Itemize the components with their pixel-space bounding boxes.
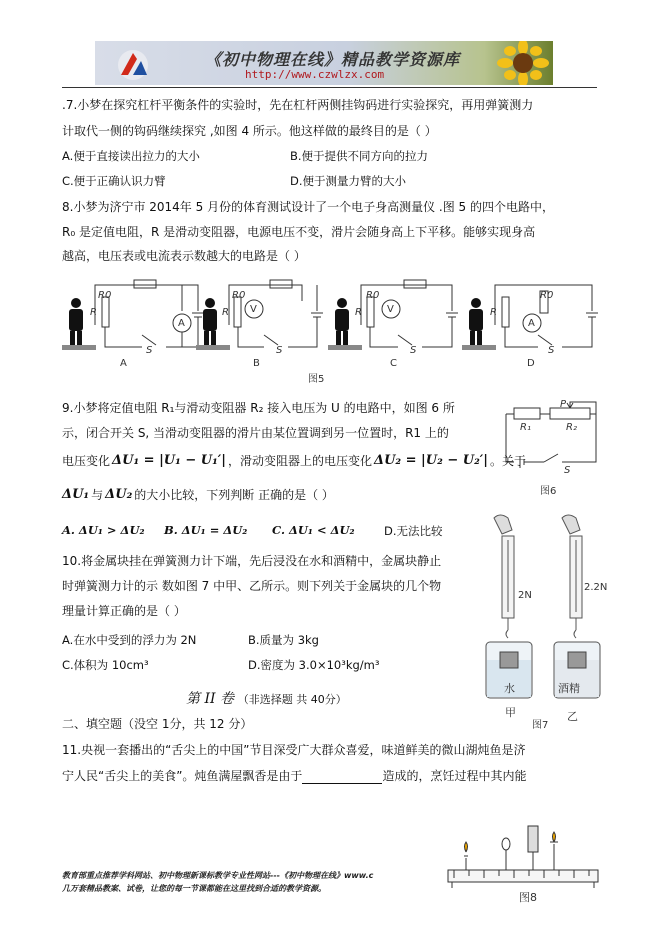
part2-subtitle: （非选择题 共 40分） [237, 693, 347, 706]
q9-line4-and: 与 [91, 488, 104, 502]
part2-title: 第 II 卷 [186, 691, 234, 707]
figure-7 [478, 512, 608, 712]
q9-option-a [62, 523, 145, 537]
q9-line4-text: 的大小比较，下列判断 正确的是（ ） [134, 488, 334, 502]
fig5-a-r0: R0 [98, 290, 112, 301]
fig5-label-b: B [253, 358, 260, 369]
q11-line1: 11.央视一套播出的“舌尖上的中国”节目深受广大群众喜爱，味道鲜美的微山湖炖鱼是济 [62, 743, 526, 757]
q8-line3: 越高，电压表或电流表示数越大的电路是（ ） [62, 249, 306, 263]
fig5-a-r: R [90, 307, 97, 318]
q9-line1: 9.小梦将定值电阻 R₁与滑动变阻器 R₂ 接入电压为 U 的电路中，如图 6 所 [62, 401, 455, 415]
fig6-r2: R₂ [566, 422, 577, 433]
fig7-right-reading: 2.2N [584, 582, 608, 593]
fig5-c-s: S [410, 345, 417, 356]
q10-option-d: D.密度为 3.0×10³kg/m³ [248, 658, 380, 672]
q10-line3: 理量计算正确的是（ ） [62, 604, 186, 618]
fig5-b-s: S [276, 345, 283, 356]
q9-du1: ΔU₁ [62, 487, 90, 502]
fig5-d-r: R [490, 307, 497, 318]
figure-8 [444, 812, 609, 897]
sunflower-icon [493, 41, 553, 85]
q7-option-c: C.便于正确认识力臂 [62, 174, 166, 188]
q9-formula-1: ΔU₁ = |U₁ − U₁′| [112, 453, 226, 468]
q7-option-a: A.便于直接读出拉力的大小 [62, 149, 200, 163]
q11-line2 [62, 767, 526, 784]
banner-url[interactable]: http://www.czwlzx.com [245, 68, 385, 81]
q11-line2-text-b: 造成的，烹饪过程中其内能 [382, 769, 527, 783]
fig5-c-r0: R0 [366, 290, 380, 301]
fig5-b-meter: V [250, 304, 257, 315]
fig5-d-r0: R0 [540, 290, 554, 301]
fig7-right-liquid: 酒精 [558, 682, 580, 695]
fig5-c-r: R [355, 307, 362, 318]
q7-line2: 计取代一侧的钩码继续探究 ,如图 4 所示。他这样做的最终目的是（ ） [62, 124, 437, 138]
fig5-b-r0: R0 [232, 290, 246, 301]
q9-option-a-text: A. ΔU₁ > ΔU₂ [62, 523, 145, 537]
fig6-caption: 图6 [540, 486, 557, 497]
circuit-c [328, 280, 458, 350]
fig7-caption: 图7 [532, 720, 549, 731]
fig5-a-meter: A [178, 318, 185, 329]
spring-scale-left [486, 515, 532, 698]
fig6-s: S [564, 465, 571, 476]
header-rule [62, 87, 597, 88]
q8-line1: 8.小梦为济宁市 2014年 5 月份的体育测试设计了一个电子身高测量仪 .图 5 的四个电路中， [62, 200, 554, 214]
circuit-a [62, 280, 204, 350]
header-banner [95, 41, 553, 85]
q8-line2: R₀ 是定值电阻，R 是滑动变阻器，电源电压不变，滑片会随身高上下平移。能够实现身高 [62, 225, 536, 239]
q9-option-c-text: C. ΔU₁ < ΔU₂ [272, 523, 355, 537]
figure-5 [62, 275, 607, 385]
q9-option-b-text: B. ΔU₁ = ΔU₂ [164, 523, 248, 537]
circuit-b [196, 280, 323, 350]
part2-heading [186, 688, 347, 708]
fig5-d-meter: A [528, 318, 535, 329]
q9-option-c [272, 523, 355, 537]
fig5-label-c: C [390, 358, 397, 369]
fig5-b-r: R [222, 307, 229, 318]
q11-blank[interactable] [302, 770, 382, 784]
q9-line3-text-b: ，滑动变阻器上的电压变化 [227, 454, 372, 468]
q9-line4 [62, 486, 334, 503]
logo-icon [111, 45, 157, 81]
fig6-p: P [560, 399, 567, 410]
q10-option-c: C.体积为 10cm³ [62, 658, 149, 672]
fig7-right-label: 乙 [567, 710, 578, 723]
q9-formula-2: ΔU₂ = |U₂ − U₂′| [373, 453, 488, 468]
fig7-left-label: 甲 [505, 706, 516, 719]
q10-option-b: B.质量为 3kg [248, 633, 319, 647]
q7-option-b: B.便于提供不同方向的拉力 [290, 149, 429, 163]
fig8-caption: 图8 [519, 891, 537, 904]
fig6-r1: R₁ [520, 422, 531, 433]
q9-line3-text-a: 电压变化 [62, 454, 111, 468]
q10-line2: 时弹簧测力计的示 数如图 7 中甲、乙所示。则下列关于金属块的几个物 [62, 579, 442, 593]
q11-line2-text-a: 宁人民“舌尖上的美食”。炖鱼满屋飘香是由于 [62, 769, 303, 783]
q9-line2: 示，闭合开关 S, 当滑动变阻器的滑片由某位置调到另一位置时，R1 上的 [62, 426, 449, 440]
footer-line2: 几万套精品教案、试卷，让您的每一节课都能在这里找到合适的教学资源。 [62, 884, 326, 893]
q10-option-a: A.在水中受到的浮力为 2N [62, 633, 197, 647]
footer-line1: 教育部重点推荐学科网站、初中物理新课标教学专业性网站---《初中物理在线》www.c [62, 871, 374, 880]
q10-line1: 10.将金属块挂在弹簧测力计下端，先后浸没在水和酒精中，金属块静止 [62, 554, 442, 568]
fig5-caption: 图5 [308, 374, 325, 385]
q7-line1: .7.小梦在探究杠杆平衡条件的实验时，先在杠杆两侧挂钩码进行实验探究，再用弹簧测力 [62, 98, 534, 112]
fig5-d-s: S [548, 345, 555, 356]
fig5-c-meter: V [387, 304, 394, 315]
q9-du2: ΔU₂ [105, 487, 133, 502]
q9-line3 [62, 452, 526, 469]
fig5-label-a: A [120, 358, 127, 369]
fig7-left-liquid: 水 [504, 682, 515, 695]
spring-scale-right [554, 515, 600, 698]
q9-option-d: D.无法比较 [384, 524, 443, 538]
section-heading: 二、填空题（没空 1分，共 12 分） [62, 717, 253, 731]
fig5-label-d: D [527, 358, 535, 369]
fig7-left-reading: 2N [518, 590, 532, 601]
banner-title: 《初中物理在线》精品教学资源库 [205, 50, 461, 69]
q9-option-b [164, 523, 247, 537]
q7-option-d: D.便于测量力臂的大小 [290, 174, 407, 188]
figure-6 [500, 400, 605, 475]
fig5-a-s: S [146, 345, 153, 356]
q9-line3-text-c: 。关于 [489, 454, 526, 468]
